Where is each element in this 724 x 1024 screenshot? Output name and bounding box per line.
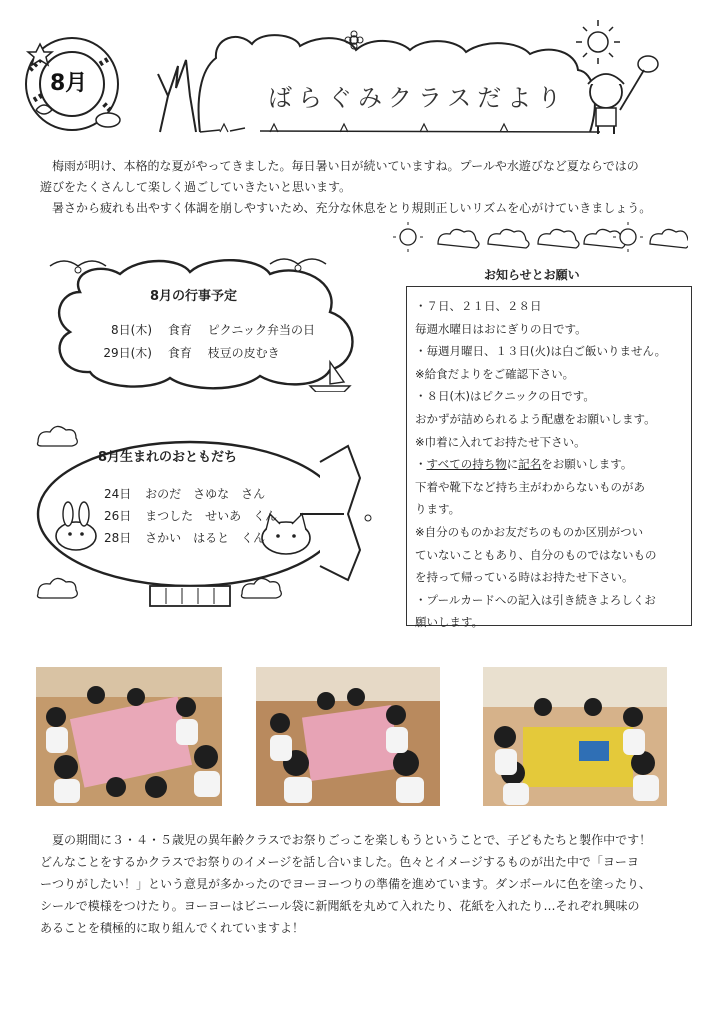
- cloud-icon: [488, 229, 529, 248]
- sun-icon: [576, 20, 620, 64]
- boy-with-net-icon: [588, 56, 658, 134]
- intro-line: 暑さから疲れも出やすく体調を崩しやすいため、充分な休息をとり規則正しいリズムを心がけていきましょう。: [52, 201, 652, 215]
- cloud-icon: [650, 229, 688, 248]
- birthday-row: [104, 529, 265, 546]
- notice-line-belongings: [415, 453, 685, 476]
- notice-line: ※給食だよりをご確認下さい。: [415, 366, 575, 381]
- intro-paragraph: [40, 156, 700, 219]
- notice-text: をお願いします。: [541, 457, 633, 472]
- photo-children-yellow-table: [483, 667, 667, 806]
- notice-line: を持って帰っている時はお持たせ下さい。: [415, 570, 634, 585]
- notice-line: ・毎週月曜日、１３日(火)は白ご飯いりません。: [415, 344, 667, 359]
- notice-line: ります。: [415, 502, 461, 517]
- notice-line: おかずが詰められるよう配慮をお願いします。: [415, 411, 656, 426]
- events-title: 8月の行事予定: [150, 289, 238, 304]
- notice-text: に: [506, 457, 519, 472]
- event-date: 29日(木): [103, 346, 152, 360]
- notice-line: ※巾着に入れてお持たせ下さい。: [415, 434, 586, 449]
- birthday-row: [104, 485, 265, 502]
- cloud-icon: [438, 229, 479, 248]
- notice-line: 願いします。: [415, 615, 484, 630]
- photo-children-floor-craft: [36, 667, 222, 806]
- month-badge-label: 8月: [50, 71, 88, 96]
- notice-line: 毎週水曜日はおにぎりの日です。: [415, 321, 587, 336]
- cloud-icon: [38, 578, 78, 598]
- notice-line: ・７日、２１日、２８日: [415, 299, 542, 313]
- cloud-icon: [38, 426, 78, 446]
- photo-children-table-craft: [256, 667, 440, 806]
- tree-icon: [158, 60, 196, 132]
- intro-line: 遊びをたくさんして楽しく過ごしていきたいと思います。: [40, 180, 352, 194]
- notice-underlined-text: 記名: [518, 457, 542, 472]
- notices-box: [406, 286, 692, 630]
- birthday-row: [104, 507, 277, 524]
- event-row: [88, 344, 280, 361]
- event-category: 食育: [167, 346, 192, 360]
- report-line: どんなことをするかクラスでお祭りのイメージを話し合いました。色々とイメージするものが出た中で「ヨーヨ: [40, 855, 639, 869]
- bird-icon: [270, 259, 326, 271]
- notice-line: ※自分のものかお友だちのものか区別がつい: [415, 524, 644, 539]
- activity-report-paragraph: [40, 829, 690, 939]
- event-detail: ピクニック弁当の日: [207, 323, 315, 337]
- birthday-name: まつした せいあ くん: [145, 509, 278, 523]
- page-title: ばらぐみクラスだより: [268, 84, 568, 112]
- event-detail: 枝豆の皮むき: [207, 346, 280, 360]
- report-line: ーつりがしたい！」という意見が多かったのでヨーヨーつりの準備を進めています。ダンボールに色を塗ったり、: [40, 877, 651, 891]
- event-category: 食育: [167, 323, 192, 337]
- sun-icon: [393, 222, 423, 252]
- report-line: シールで模様をつけたり。ヨーヨーはビニール袋に新聞紙を丸めて入れたり、花紙を入れたり…それぞれ興味の: [40, 899, 640, 913]
- notice-line: 下着や靴下など持ち主がわからないものがあ: [415, 479, 645, 494]
- birthday-name: さかい はると くん: [145, 531, 266, 545]
- birthday-day: 28日: [104, 531, 132, 545]
- notices-title: お知らせとお願い: [484, 268, 580, 282]
- notice-text: ・: [415, 457, 427, 472]
- birthday-day: 26日: [104, 509, 132, 523]
- report-line: あることを積極的に取り組んでくれていますよ！: [40, 921, 305, 935]
- intro-line: 梅雨が明け、本格的な夏がやってきました。毎日暑い日が続いていますね。プールや水遊びなど夏ならではの: [52, 159, 639, 173]
- birthday-name: おのだ さゆな さん: [145, 487, 266, 501]
- report-line: 夏の期間に３・４・５歳児の異年齢クラスでお祭りごっこを楽しもうということで、子どもたちと製作中です！: [52, 833, 652, 847]
- notice-underlined-text: すべての持ち物: [426, 457, 507, 472]
- cloud-icon: [538, 229, 579, 248]
- event-date: 8日(木): [111, 323, 152, 337]
- cloud-icon: [584, 229, 625, 248]
- header-illustration: [0, 0, 724, 150]
- notice-line: ていないこともあり、自分のものではないもの: [415, 547, 657, 562]
- event-row: [88, 321, 315, 338]
- notice-line: ・８日(木)はピクニックの日です。: [415, 389, 595, 404]
- birthday-day: 24日: [104, 487, 132, 501]
- notice-line: ・プールカードへの記入は引き続きよろしくお: [415, 592, 656, 607]
- sun-cloud-decoration: [388, 222, 688, 252]
- birthdays-title: 8月生まれのおともだち: [98, 450, 238, 465]
